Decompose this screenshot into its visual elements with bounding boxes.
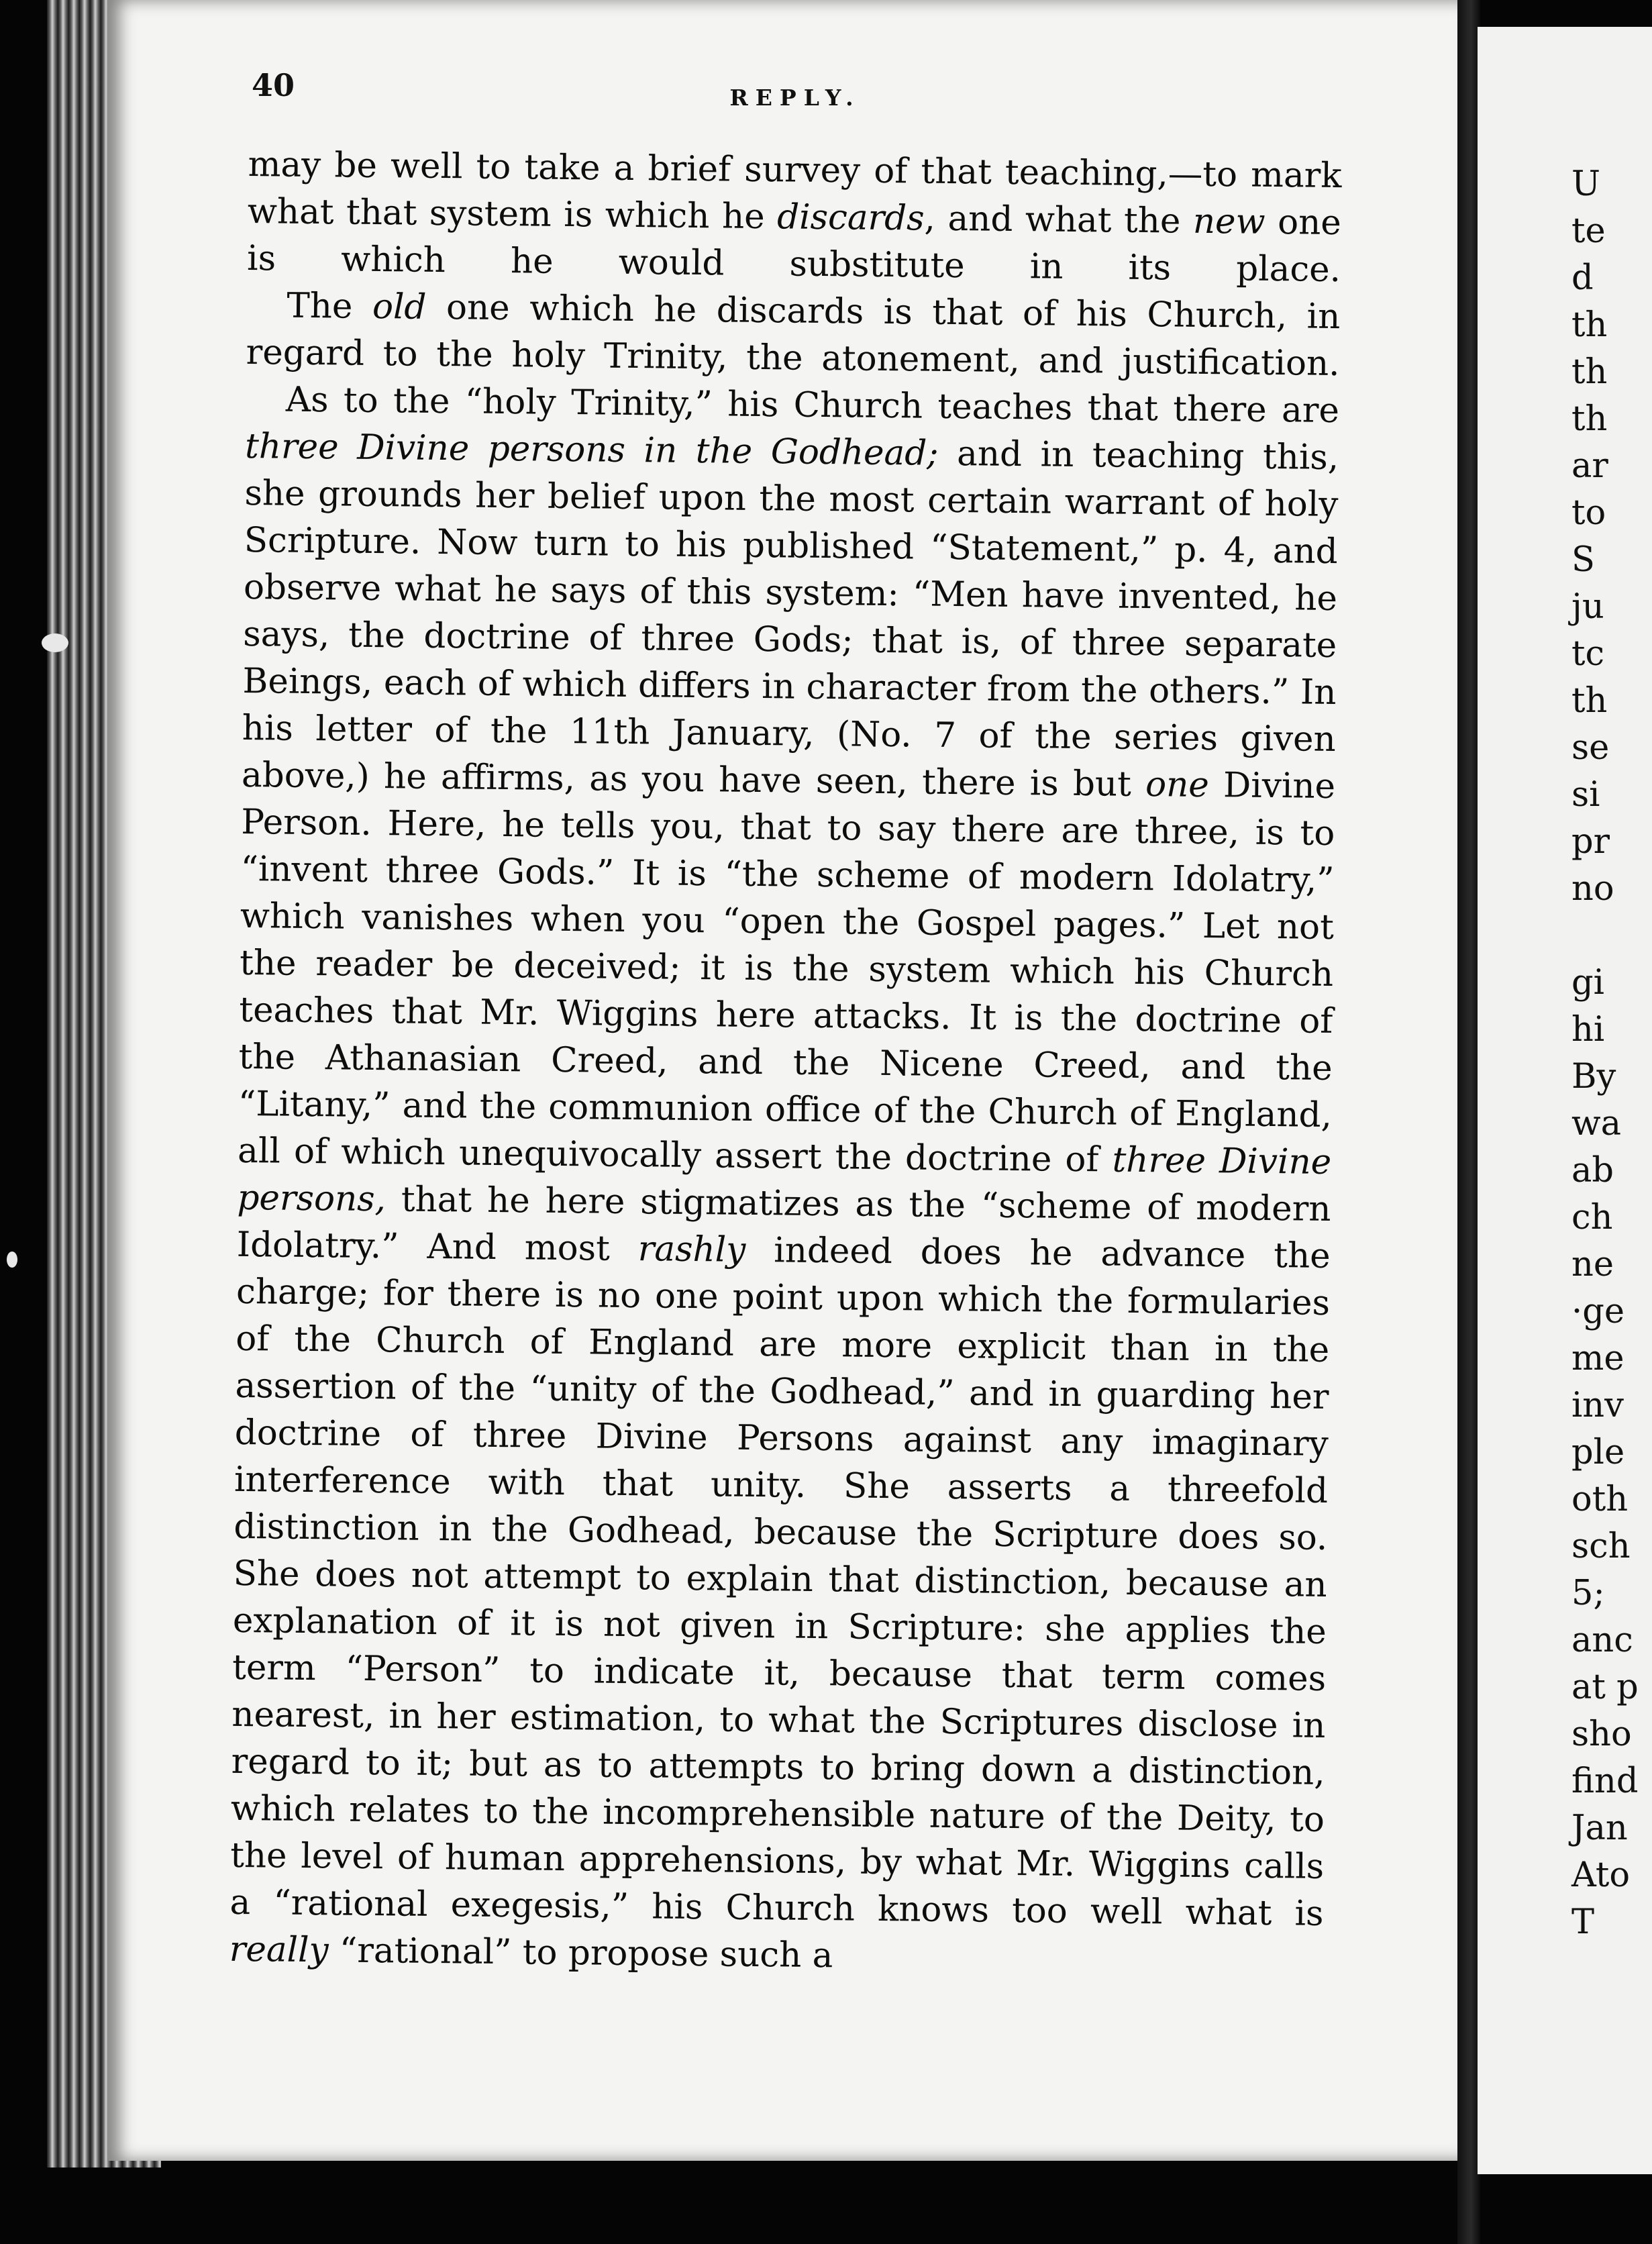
dust-speck <box>7 1252 17 1268</box>
italic-text: three Divine persons, <box>237 1139 1332 1220</box>
italic-text: really <box>229 1929 329 1971</box>
text-run: As to the “holy Trinity,” his Church teaches that there are <box>285 379 1340 431</box>
italic-text: one <box>1145 764 1210 806</box>
text-run: one is which he would substitute in its place. <box>246 201 1342 291</box>
italic-text: new <box>1192 201 1266 242</box>
italic-text: rashly <box>637 1229 746 1270</box>
dust-speck <box>42 633 68 652</box>
italic-text: discards <box>776 197 925 239</box>
text-run: that he here stigmatizes as the “scheme of modern Idolatry.” And most <box>236 1179 1331 1270</box>
italic-text: old <box>372 286 427 327</box>
book-gutter <box>1457 0 1480 2244</box>
page-number: 40 <box>252 67 295 103</box>
paragraph <box>229 376 1339 1984</box>
text-run: The <box>287 285 373 327</box>
text-run: indeed does he advance the charge; for there is no one point upon which the formularies of the Church of England are more explicit than in the assertion of the “unity of the Godhead,” and in guarding her doctrine of three Divine Persons against any imaginary interference with that unity. She asserts a threefold distinction in the Godhead, because the Scripture does so. She does not attempt to explain that distinction, because an explanation of it is not given in Scripture: she applies the term “Person” to indicate it, because that term comes nearest, in her estimation, to what the Scriptures disclose in regard to it; but as to attempts to bring down a distinction, which relates to the incomprehensible nature of the Deity, to the level of human apprehensions, by what Mr. Wiggins calls a “rational exegesis,” his Church knows too well what is <box>229 1229 1331 1934</box>
italic-text: three Divine persons in the Godhead; <box>244 425 939 474</box>
paragraph <box>247 141 1342 293</box>
text-run: one which he discards is that of his Church, in regard to the holy Trinity, the atonement, and justification. <box>246 287 1341 385</box>
page-header <box>252 67 1339 114</box>
text-run: , and what the <box>924 198 1194 242</box>
facing-page-text: U te d th th th ar to S ju tc th se si pr no gi hi By wa ab ch ne ·ge me inv ple oth sch 5; anc at p sho find Jan Ato T <box>1571 164 1639 1942</box>
body-text <box>229 141 1341 1984</box>
text-run: “rational” to propose such a <box>328 1930 833 1976</box>
text-run: may be well to take a brief survey of that teaching,—to mark what that system is which he <box>247 144 1342 238</box>
text-run: Divine Person. Here, he tells you, that to say there are three, is to “invent three Gods.” It is “the scheme of modern Idolatry,” which vanishes when you “open the Gospel pages.” Let not the reader be deceived; it is the system which his Church teaches that Mr. Wiggins here attacks. It is the doctrine of the Athanasian Creed, and the Nicene Creed, and the “Litany,” and the communion office of the Church of England, all of which unequivocally assert the doctrine of <box>237 765 1336 1180</box>
running-head: REPLY. <box>729 85 861 111</box>
paragraph <box>246 282 1340 387</box>
text-run: and in teaching this, she grounds her belief upon the most certain warrant of holy Scripture. Now turn to his published “Statement,” p. 4, and observe what he says of this system: “Men have invented, he says, the doctrine of three Gods; that is, of three separate Beings, each of which differs in character from the others.” In his letter of the 11th January, (No. 7 of the series given above,) he affirms, as you have seen, there is but <box>241 433 1339 805</box>
